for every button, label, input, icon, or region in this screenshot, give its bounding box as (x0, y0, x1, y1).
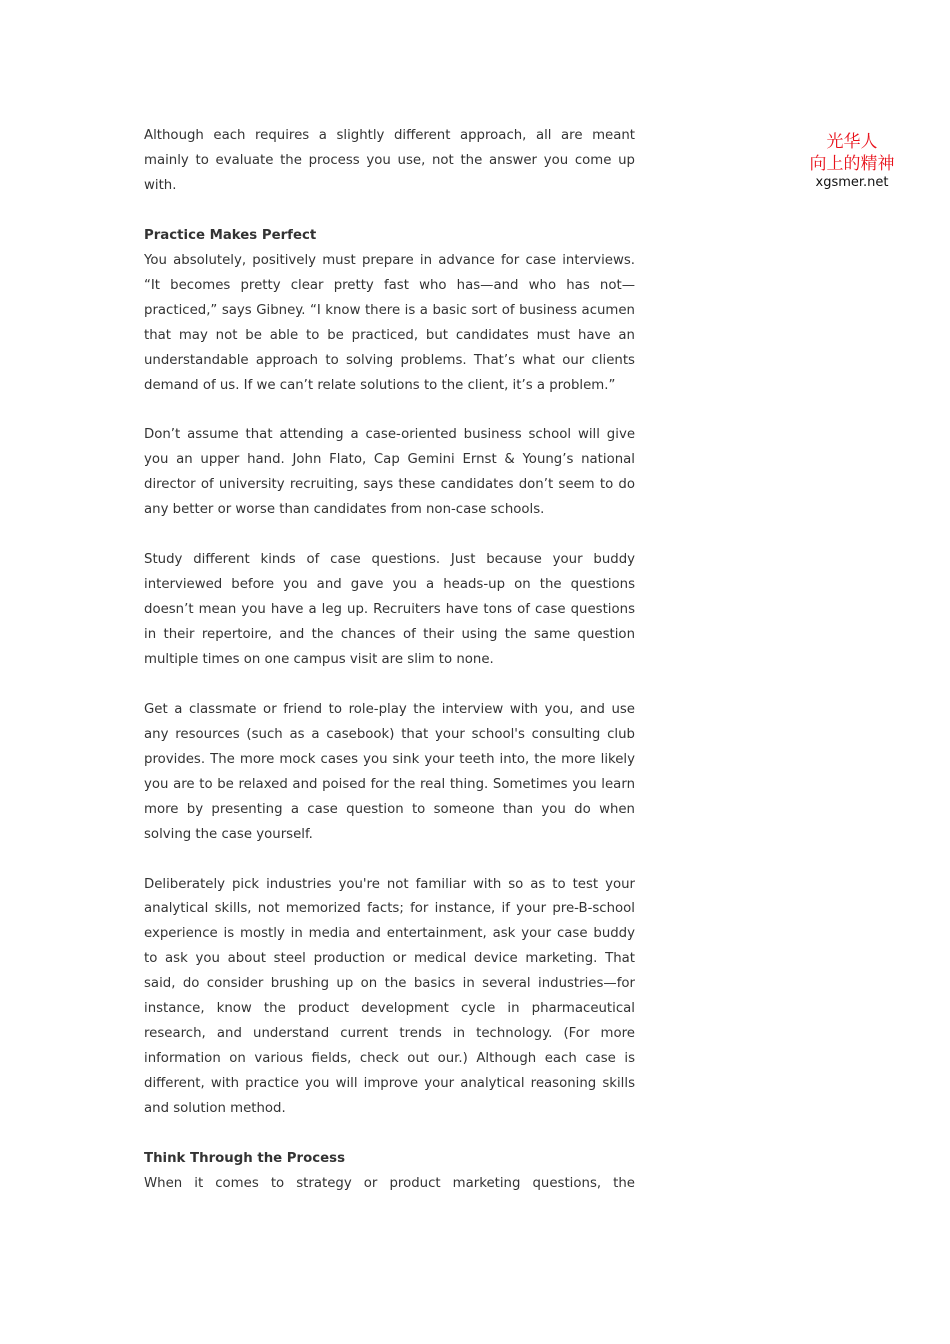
section-heading-process: Think Through the Process (144, 1150, 345, 1166)
paragraph-study-cases: Study different kinds of case questions. Just because your buddy interviewed before you and gave you a heads-up on the questions doesn’t mean you have a leg up. Recruiters have tons of case questions in their repertoire, and the chances of their using the same question multiple times on one campus visit are slim to none. (144, 552, 635, 667)
intro-paragraph: Although each requires a slightly different approach, all are meant mainly to evaluate the process you use, not the answer you come up with. (144, 128, 635, 193)
watermark-site: xgsmer.net (815, 175, 889, 190)
article-body (144, 124, 635, 1197)
watermark-logo (792, 131, 912, 190)
paragraph-strategy-start: When it comes to strategy or product marketing questions, the (144, 1175, 635, 1191)
paragraph-prepare: You absolutely, positively must prepare in advance for case interviews. “It becomes pretty clear pretty fast who has—and who has not—practiced,” says Gibney. “I know there is a basic sort of business acumen that may not be able to be practiced, but candidates must have an understandable approach to solving problems. That’s what our clients demand of us. If we can’t relate solutions to the client, it’s a problem.” (144, 252, 635, 393)
paragraph-case-school: Don’t assume that attending a case-oriented business school will give you an upper hand. John Flato, Cap Gemini Ernst & Young’s national director of university recruiting, says these candidates don’t seem to do any better or worse than candidates from non-case schools. (144, 427, 635, 518)
paragraph-role-play: Get a classmate or friend to role-play the interview with you, and use any resources (such as a casebook) that your school's consulting club provides. The more mock cases you sink your teeth into, the more likely you are to be relaxed and poised for the real thing. Sometimes you learn more by presenting a case question to someone than you do when solving the case yourself. (144, 701, 635, 842)
watermark-line-1: 光华人 (826, 132, 878, 152)
paragraph-industries: Deliberately pick industries you're not familiar with so as to test your analytical skills, not memorized facts; for instance, if your pre-B-school experience is mostly in media and entertainment, ask your case buddy to ask you about steel production or medical device marketing. That said, do consider brushing up on the basics in several industries—for instance, know the product development cycle in pharmaceutical research, and understand current trends in technology. (For more information on various fields, check out our.) Although each case is different, with practice you will improve your analytical reasoning skills and solution method. (144, 876, 635, 1117)
section-heading-practice: Practice Makes Perfect (144, 227, 317, 243)
watermark-line-2: 向上的精神 (809, 154, 895, 174)
